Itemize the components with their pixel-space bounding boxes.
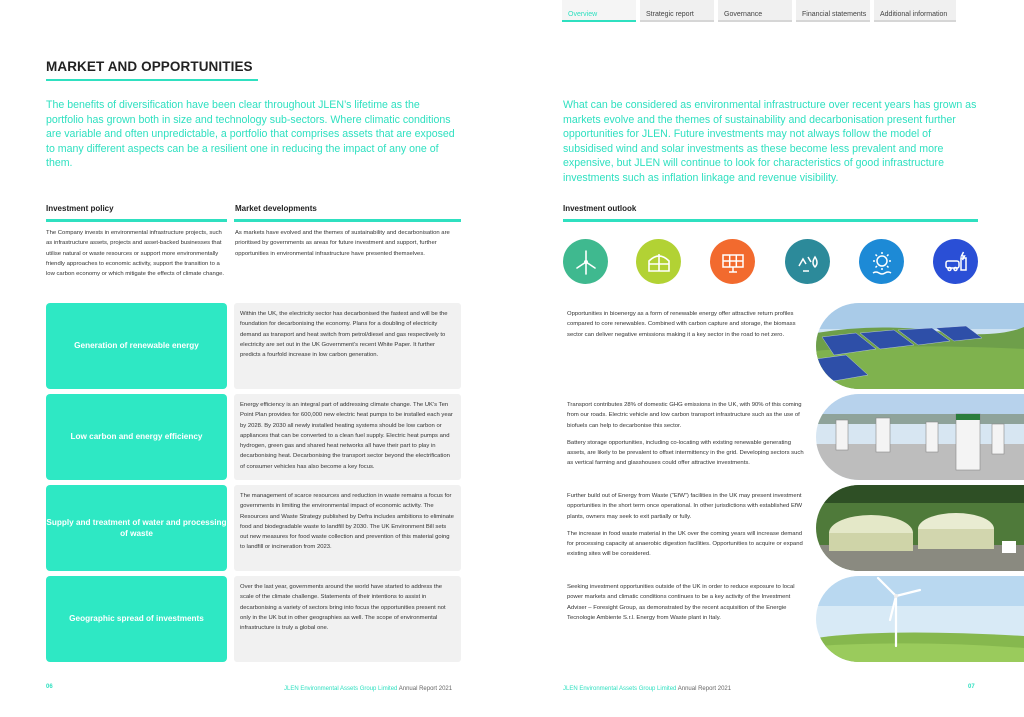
tab-governance[interactable]: Governance [718, 0, 792, 22]
sector-renewable-energy: Generation of renewable energy [46, 303, 227, 389]
market-developments-rule [234, 219, 461, 222]
intro-left: The benefits of diversification have been clear throughout JLEN’s lifetime as the portfolio has grown both in size and technology sub-sectors. Where climatic conditions are variable and often unpredictable, a portfolio that comprises assets that are exposed to many different aspects can be a resilient one in reducing the impact of any one of them. [46, 99, 455, 170]
outlook-geographic-spread [563, 576, 808, 629]
tab-strategic-report[interactable]: Strategic report [640, 0, 714, 22]
sector-geographic-spread: Geographic spread of investments [46, 576, 227, 662]
market-text-low-carbon: Energy efficiency is an integral part of addressing climate change. The UK’s Ten Point Plan provides for 600,000 new electric heat pumps to be installed each year by 2028. By 2030 all newly installed heating systems should be low carbon or appliances that can be converted to a clean fuel supply. Electric heat pumps and hydrogen, green gas and shared heat networks all have their part to play in decarbonising heat. Decarbonising the transport sector beyond the electrification of consumer vehicles has also become a key focus. [234, 394, 461, 480]
outlook-paragraph: Battery storage opportunities, including co-locating with existing renewable generating assets, are likely to be prevalent to offset intermittency in the grid. Developing sectors such as vertical farming and glasshouses could offer attractive investments. [567, 439, 804, 467]
investment-policy-text: The Company invests in environmental infrastructure projects, such as infrastructure assets, projects and asset-backed businesses that utilise natural or waste resources or support more environmentally friendly approaches to economic activity, support the transition to a low carbon economy or which mitigate the effects of climate change. [46, 230, 225, 278]
recycle-water-icon [785, 239, 830, 284]
page-number-left: 06 [46, 684, 53, 690]
sector-low-carbon: Low carbon and energy efficiency [46, 394, 227, 480]
footer-company: JLEN Environmental Assets Group Limited [563, 686, 677, 692]
market-text-geographic-spread: Over the last year, governments around the world have started to address the scale of the climate challenge. Statements of their intentions to assist in decarbonising a variety of sectors bring into focus the opportunities present not only in the UK but in other geographies as well. The scope of environmental infrastructure is truly a global one. [234, 576, 461, 662]
intro-right: What can be considered as environmental infrastructure over recent years has grown as markets evolve and the themes of sustainability and decarbonisation present further opportunities for JLEN. Future investments may not always follow the model of subsidised wind and solar investments as these become less prevalent and more expensive, but JLEN will continue to look for characteristics of good infrastructure investments such as inflation linkage and revenue visibility. [563, 99, 977, 184]
market-text-water-waste: The management of scarce resources and reduction in waste remains a focus for governments in limiting the environmental impact of economic activity. The Resources and Waste Strategy published by Defra includes ambitions to eliminate food and biodegradable waste to landfill by 2030. The UK Environment Bill sets out new measures for food waste collection and prevention of this material going to landfill or incineration from 2023. [234, 485, 461, 571]
footer-report: Annual Report 2021 [398, 686, 453, 692]
wind-turbine-photo [816, 576, 1024, 662]
ev-charging-icon [933, 239, 978, 284]
outlook-paragraph: Opportunities in bioenergy as a form of renewable energy offer attractive return profiles compared to core renewables. Combined with carbon capture and storage, the biomass sector can deliver negative emissions making it a key sector in the road to net zero. [567, 311, 796, 338]
outlook-low-carbon [563, 394, 808, 475]
footer-left [284, 686, 452, 692]
investment-outlook-rule [563, 219, 978, 222]
footer-right [563, 686, 731, 692]
tab-additional-information[interactable]: Additional information [874, 0, 956, 22]
investment-policy-rule [46, 219, 227, 222]
wind-turbine-icon [563, 239, 608, 284]
solar-farm-photo [816, 303, 1024, 389]
page-title: MARKET AND OPPORTUNITIES [46, 59, 253, 74]
investment-policy-heading: Investment policy [46, 204, 114, 213]
ev-charging-station-photo [816, 394, 1024, 480]
market-text-renewable-energy: Within the UK, the electricity sector has decarbonised the fastest and will be the foundation for decarbonising the economy. Plans for a doubling of electricity demand as transport and heat switch from petrol/diesel and gas respectively to electricity are set out in the UK Government’s recent White Paper. It further predicts a fourfold increase in low carbon generation. [234, 303, 461, 389]
market-developments-text: As markets have evolved and the themes of sustainability and decarbonisation are prioritised by governments as areas for future investment and support, further opportunities in environmental infrastructure have presented themselves. [235, 230, 450, 257]
outlook-paragraph: Further build out of Energy from Waste (“EfW”) facilities in the UK may present investment opportunities in the short term once operational. In other jurisdictions with established EfW plants, owners may seek to exit partially or fully. [567, 493, 803, 520]
solar-panel-icon [710, 239, 755, 284]
footer-company: JLEN Environmental Assets Group Limited [284, 686, 398, 692]
tab-financial-statements[interactable]: Financial statements [796, 0, 870, 22]
outlook-paragraph: Seeking investment opportunities outside of the UK in order to reduce exposure to local power markets and climatic conditions continues to be a key activity of the Investment Adviser – Foresight Group, as demonstrated by the recent acquisition of the Energie Tecnologie Ambiente S.r.l. Energy from Waste plant in Italy. [567, 584, 795, 621]
anaerobic-digestion-photo [816, 485, 1024, 571]
outlook-renewable-energy [563, 303, 808, 346]
market-developments-heading: Market developments [235, 204, 317, 213]
greenhouse-icon [636, 239, 681, 284]
tab-overview[interactable]: Overview [562, 0, 636, 22]
outlook-paragraph: The increase in food waste material in the UK over the coming years will increase demand for processing capacity at anaerobic digestion facilities. Opportunities to acquire or expand existing sites will be considered. [567, 530, 803, 558]
footer-report: Annual Report 2021 [677, 686, 732, 692]
outlook-water-waste [563, 485, 808, 566]
page-number-right: 07 [968, 684, 975, 690]
investment-outlook-heading: Investment outlook [563, 204, 637, 213]
title-underline [46, 79, 258, 81]
heat-pump-icon [859, 239, 904, 284]
top-navigation [562, 0, 956, 22]
outlook-paragraph: Transport contributes 28% of domestic GHG emissions in the UK, with 90% of this coming from our roads. Electric vehicle and low carbon transport infrastructure such as the use of biofuels can help to decarbonise this sector. [567, 402, 802, 429]
sector-water-waste: Supply and treatment of water and processing of waste [46, 485, 227, 571]
